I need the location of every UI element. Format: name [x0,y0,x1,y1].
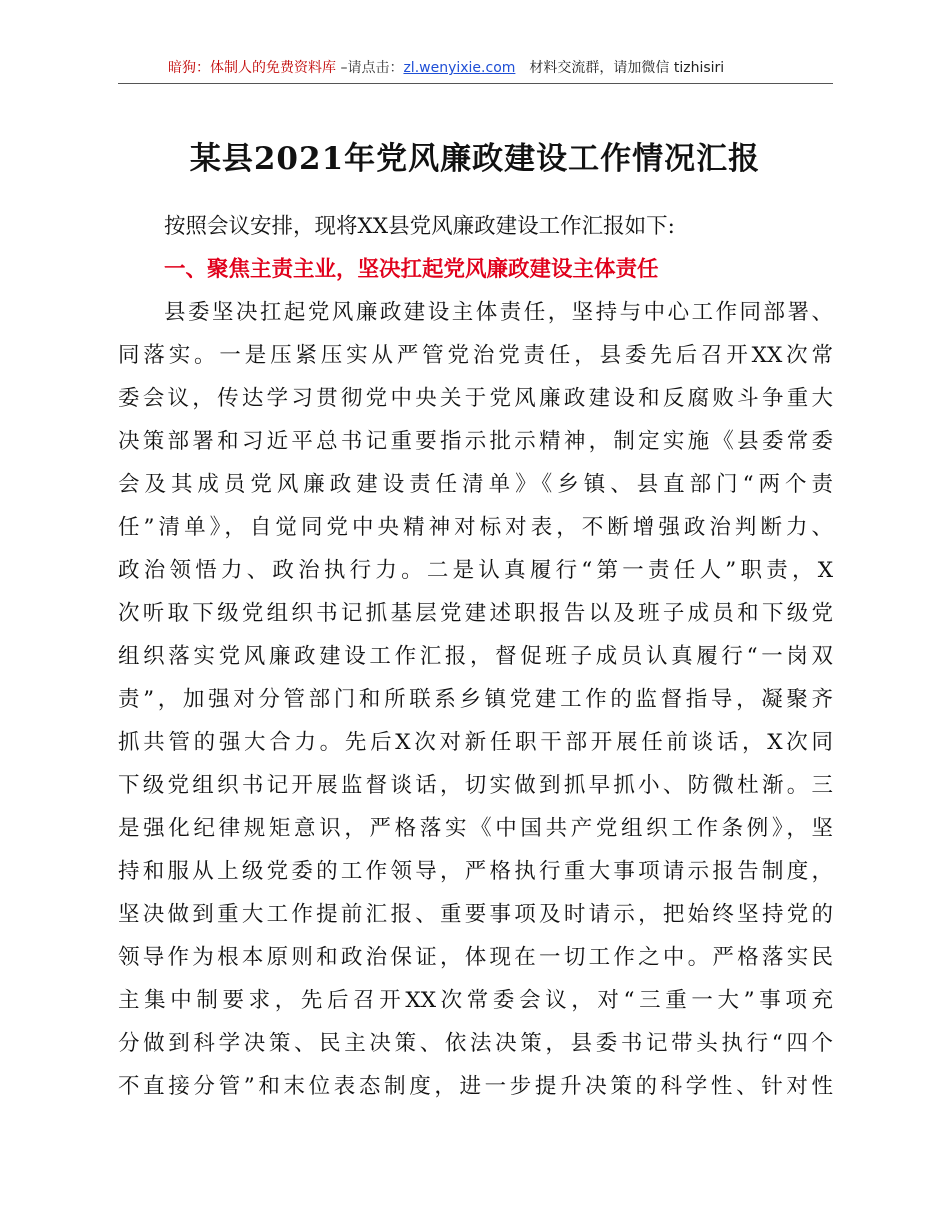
paragraph-line: 分做到科学决策、民主决策、依法决策，县委书记带头执行“四个 [118,1031,833,1056]
paragraph-line: 县委坚决扛起党风廉政建设主体责任，坚持与中心工作同部署、 [164,300,833,325]
paragraph-line: 持和服从上级党委的工作领导，严格执行重大事项请示报告制度， [118,859,833,884]
paragraph-line: 领导作为根本原则和政治保证，体现在一切工作之中。严格落实民 [118,945,833,970]
paragraph-line: 责”，加强对分管部门和所联系乡镇党建工作的监督指导，凝聚齐 [118,687,833,712]
header-brand: 暗狗：体制人的免费资料库 [168,60,336,76]
paragraph-line: 主集中制要求，先后召开XX次常委会议，对“三重一大”事项充 [118,988,833,1013]
paragraph-line: 坚决做到重大工作提前汇报、重要事项及时请示，把始终坚持党的 [118,902,833,927]
header-prompt: –请点击： [336,60,404,76]
paragraph-line: 同落实。一是压紧压实从严管党治党责任，县委先后召开XX次常 [118,343,833,368]
paragraph-line: 是强化纪律规矩意识，严格落实《中国共产党组织工作条例》，坚 [118,816,833,841]
page-header-banner [118,58,833,84]
header-contact: 材料交流群，请加微信 tizhisiri [529,60,725,76]
paragraph-line: 不直接分管”和末位表态制度，进一步提升决策的科学性、针对性 [118,1074,833,1099]
intro-line: 按照会议安排，现将XX县党风廉政建设工作汇报如下: [164,214,675,239]
paragraph-line: 抓共管的强大合力。先后X次对新任职干部开展任前谈话，X次同 [118,730,833,755]
paragraph-line: 会及其成员党风廉政建设责任清单》《乡镇、县直部门“两个责 [118,472,833,497]
paragraph [118,291,833,1108]
section-heading: 一、聚焦主责主业，坚决扛起党风廉政建设主体责任 [164,257,659,282]
paragraph-line: 委会议，传达学习贯彻党中央关于党风廉政建设和反腐败斗争重大 [118,386,833,411]
paragraph-line: 决策部署和习近平总书记重要指示批示精神，制定实施《县委常委 [118,429,833,454]
document-title: 某县2021年党风廉政建设工作情况汇报 [189,141,761,177]
paragraph-line: 组织落实党风廉政建设工作汇报，督促班子成员认真履行“一岗双 [118,644,833,669]
document-body [118,205,833,1108]
paragraph-line: 次听取下级党组织书记抓基层党建述职报告以及班子成员和下级党 [118,601,833,626]
header-website-link[interactable]: zl.wenyixie.com [403,60,516,76]
paragraph-line: 任”清单》，自觉同党中央精神对标对表，不断增强政治判断力、 [118,515,833,540]
paragraph-line: 政治领悟力、政治执行力。二是认真履行“第一责任人”职责，X [118,558,833,583]
paragraph-line: 下级党组织书记开展监督谈话，切实做到抓早抓小、防微杜渐。三 [118,773,833,798]
